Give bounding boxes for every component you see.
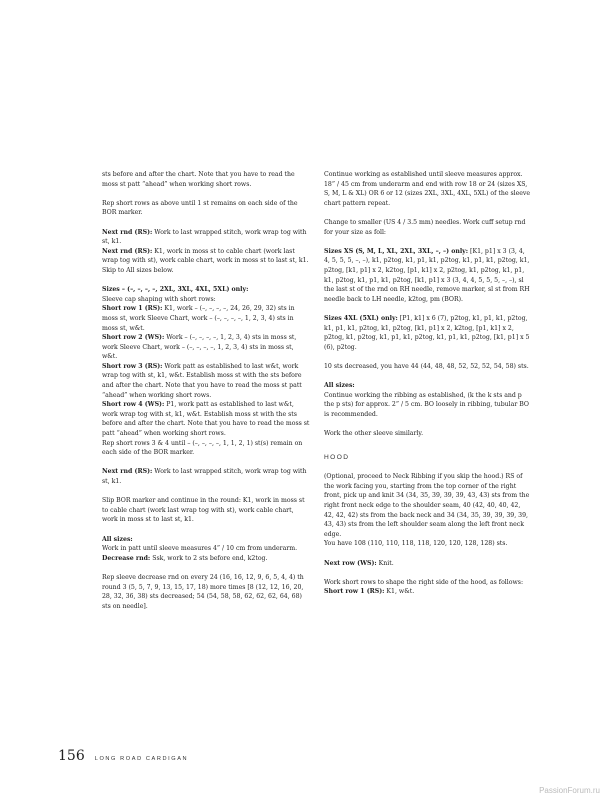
instruction-text: (Optional, proceed to Neck Ribbing if you skip the hood.) RS of the work facing you, starting from the top corner of the right front, pick up and knit 34 (34, 35, 39, 39, 39, 43, 43) sts from the right front neck edge to the shoulder seam, 40 (42, 40, 40, 42, 42, 42, 42) sts from the back neck and 34 (34, 35, 39, 39, 39, 39, 43, 43) sts from the left shoulder seam along the left front neck edge. <box>324 473 530 538</box>
instruction-text: K1, w&t. <box>384 588 415 596</box>
instruction-label: Next rnd (RS): <box>102 247 153 255</box>
instruction-line <box>102 544 310 554</box>
paragraph: Rep short rows as above until 1 st remains on each side of the BOR marker. <box>102 199 298 217</box>
instruction-line <box>324 472 532 539</box>
paragraph <box>102 467 310 486</box>
paragraph <box>324 314 532 352</box>
paragraph: sts before and after the chart. Note that you have to read the moss st patt “ahead” when working short rows. <box>102 171 295 188</box>
section-heading: HOOD <box>324 453 350 461</box>
instruction-line <box>324 391 532 420</box>
paragraph: Work the other sleeve similarly. <box>324 430 424 438</box>
instruction-line <box>324 587 532 597</box>
instruction-line <box>324 539 532 549</box>
instruction-line <box>102 467 310 486</box>
instruction-text: [P1, k1] x 6 (7), p2tog, k1, p1, k1, p2tog, k1, p1, k1, p2tog, k1, p2tog, [k1, p1] x 2, k2tog, [p1, k1] x 2, p2tog, k1, p2tog, k1, p1, k1, p2tog, k1, p1, k1, p2tog, [k1, p1] x 5 (6), p2tog. <box>324 314 530 351</box>
paragraph <box>324 559 532 569</box>
watermark: PassionForum.ru <box>539 786 600 795</box>
instruction-line <box>102 554 310 564</box>
instruction-line <box>102 295 310 305</box>
page-footer <box>58 748 188 764</box>
page-number: 156 <box>58 748 85 764</box>
instruction-text: Work – (–, –, –, –, 1, 2, 3, 4) sts in moss st, work Sleeve Chart, work – (–, –, –, –, 1, 2, 3, 4) sts in moss st, w&t. <box>102 334 297 361</box>
instruction-line <box>324 559 532 569</box>
instruction-line <box>102 247 310 276</box>
instruction-label: Sizes XS (S, M, L, XL, 2XL, 3XL, –, –) only: <box>324 247 469 255</box>
instruction-label: Sizes – (–, –, –, –, 2XL, 3XL, 4XL, 5XL) only: <box>102 286 249 294</box>
instruction-line <box>102 333 310 362</box>
instruction-label: All sizes: <box>324 382 355 390</box>
instruction-line <box>102 362 310 400</box>
paragraph: Slip BOR marker and continue in the round: K1, work in moss st to cable chart (work last wrap tog with st), work cable chart, work in moss st to last st, k1. <box>102 497 305 524</box>
instruction-line <box>102 285 310 295</box>
instruction-text: Knit. <box>376 559 394 567</box>
instruction-label: Short row 1 (RS): <box>324 588 385 596</box>
instruction-text: Work short rows to shape the right side of the hood, as follows: <box>324 578 524 586</box>
instruction-text: Sleeve cap shaping with short rows: <box>102 295 216 303</box>
instruction-text: Ssk, work to 2 sts before end, k2tog. <box>150 554 268 562</box>
instruction-text: K1, work – (–, –, –, –, 24, 26, 29, 32) sts in moss st, work Sleeve Chart, work – (–, –, –, –, 1, 2, 3, 4) sts in moss st, w&t. <box>102 305 295 332</box>
instruction-label: Short row 2 (WS): <box>102 334 165 342</box>
running-title: LONG ROAD CARDIGAN <box>94 756 189 762</box>
instruction-text: You have 108 (110, 110, 118, 118, 120, 120, 128, 128) sts. <box>324 540 508 548</box>
instruction-line <box>324 314 532 352</box>
instruction-text: Work patt as established to last w&t, work wrap tog with st, k1, w&t. Establish moss st with the sts before and after the chart. Note that you have to read the moss st patt “ahead” when working short rows. <box>102 362 302 399</box>
paragraph <box>102 285 310 458</box>
instruction-label: Next rnd (RS): <box>102 228 153 236</box>
paragraph <box>324 247 532 305</box>
paragraph: Rep sleeve decrease rnd on every 24 (16, 16, 12, 9, 6, 5, 4, 4) th round 3 (5, 5, 7, 9, 13, 15, 17, 18) more times [8 (12, 12, 16, 20, 28, 32, 36, 38) sts decreased; 54 (54, 58, 58, 62, 62, 62, 64, 68) sts on needle]. <box>102 573 304 610</box>
instruction-label: All sizes: <box>102 535 133 543</box>
instruction-label: Short row 3 (RS): <box>102 362 163 370</box>
paragraph <box>102 535 310 564</box>
instruction-text: Rep short rows 3 & 4 until – (–, –, –, –, 1, 1, 2, 1) st(s) remain on each side of the BOR marker. <box>102 439 303 457</box>
instruction-label: Sizes 4XL (5XL) only: <box>324 314 398 322</box>
instruction-line <box>324 578 532 588</box>
paragraph: 10 sts decreased, you have 44 (44, 48, 48, 52, 52, 52, 54, 58) sts. <box>324 362 529 370</box>
paragraph <box>102 228 310 276</box>
instruction-label: Decrease rnd: <box>102 554 151 562</box>
instruction-text: [K1, p1] x 3 (3, 4, 4, 5, 5, 5, –, –), k1, p2tog, k1, p1, k1, p2tog, k1, p1, k1, p2tog, k1, p2tog, [k1, p1] x 2, k2tog, [p1, k1] x 2, p2tog, k1, p2tog, k1, p1, k1, p2tog, k1, p1, k1, p2tog, [k1, p1] x 3 (3, 4, 4, 5, 5, 5, –, –), sl the last st of the rnd on RH needle, remove marker, sl st from RH needle back to LH needle, k2tog, pm (BOR). <box>324 247 530 303</box>
paragraph: Continue working as established until sleeve measures approx. 18” / 45 cm from underarm and end with row 18 or 24 (sizes XS, S, M, L & XL) OR 6 or 12 (sizes 2XL, 3XL, 4XL, 5XL) of the sleeve chart pattern repeat. <box>324 171 531 207</box>
instruction-text: Work to last wrapped stitch, work wrap tog with st, k1. <box>102 228 307 246</box>
instruction-line <box>102 228 310 247</box>
instruction-label: Short row 1 (RS): <box>102 305 163 313</box>
right-column <box>324 170 532 607</box>
left-column <box>102 170 310 621</box>
instruction-text: Continue working the ribbing as established, (k the k sts and p the p sts) for approx. 2” / 5 cm. BO loosely in ribbing, tubular BO is recommended. <box>324 391 529 418</box>
instruction-line <box>102 304 310 333</box>
instruction-line <box>324 381 532 391</box>
paragraph <box>324 578 532 597</box>
instruction-text: K1, work in moss st to cable chart (work last wrap tog with st), work cable chart, work in moss st to last st, k1. Skip to All sizes below. <box>102 247 309 274</box>
instruction-line <box>102 400 310 438</box>
paragraph <box>324 472 532 549</box>
instruction-label: Short row 4 (WS): <box>102 401 165 409</box>
paragraph: Change to smaller (US 4 / 3.5 mm) needles. Work cuff setup rnd for your size as foll: <box>324 218 526 236</box>
instruction-label: Next rnd (RS): <box>102 468 153 476</box>
instruction-line <box>324 247 532 305</box>
instruction-text: Work in patt until sleeve measures 4” / 10 cm from underarm. <box>102 545 298 553</box>
paragraph <box>324 381 532 419</box>
instruction-text: P1, work patt as established to last w&t, work wrap tog with st, k1, w&t. Establish moss st with the sts before and after the chart. Note that you have to read the moss st patt “ahead” when working short rows. <box>102 401 310 438</box>
instruction-label: Next row (WS): <box>324 559 377 567</box>
instruction-line <box>102 439 310 458</box>
instruction-text: Work to last wrapped stitch, work wrap tog with st, k1. <box>102 468 307 485</box>
instruction-line <box>102 535 310 545</box>
